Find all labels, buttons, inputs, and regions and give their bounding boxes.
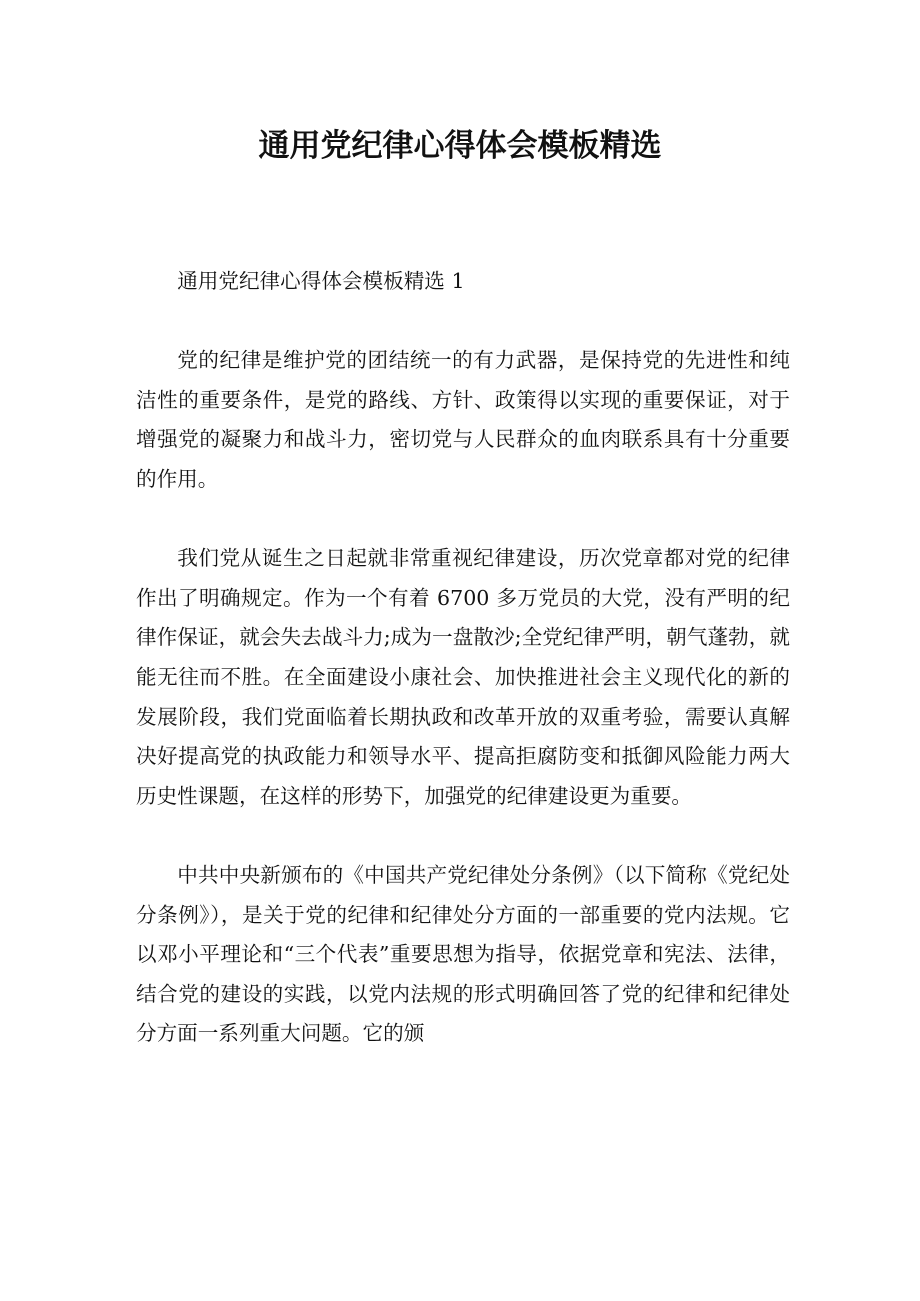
- paragraph: 中共中央新颁布的《中国共产党纪律处分条例》（以下简称《党纪处分条例》），是关于党的纪律和纪律处分方面的一部重要的党内法规。它以邓小平理论和“三个代表”重要思想为指导，依据党章和宪法、法律，结合党的建设的实践，以党内法规的形式明确回答了党的纪律和纪律处分方面一系列重大问题。它的颁: [136, 862, 790, 1046]
- document-title: 通用党纪律心得体会模板精选: [258, 128, 662, 164]
- section-heading: 通用党纪律心得体会模板精选 1: [177, 269, 465, 293]
- paragraph: 党的纪律是维护党的团结统一的有力武器，是保持党的先进性和纯洁性的重要条件，是党的路线、方针、政策得以实现的重要保证，对于增强党的凝聚力和战斗力，密切党与人民群众的血肉联系具有十分重要的作用。: [136, 348, 790, 491]
- paragraph: 我们党从诞生之日起就非常重视纪律建设，历次党章都对党的纪律作出了明确规定。作为一个有着 6700 多万党员的大党，没有严明的纪律作保证，就会失去战斗力;成为一盘散沙;全党纪律严明，朝气蓬勃，就能无往而不胜。在全面建设小康社会、加快推进社会主义现代化的新的发展阶段，我们党面临着长期执政和改革开放的双重考验，需要认真解决好提高党的执政能力和领导水平、提高拒腐防变和抵御风险能力两大历史性课题，在这样的形势下，加强党的纪律建设更为重要。: [136, 546, 790, 808]
- document-body: [136, 262, 790, 1093]
